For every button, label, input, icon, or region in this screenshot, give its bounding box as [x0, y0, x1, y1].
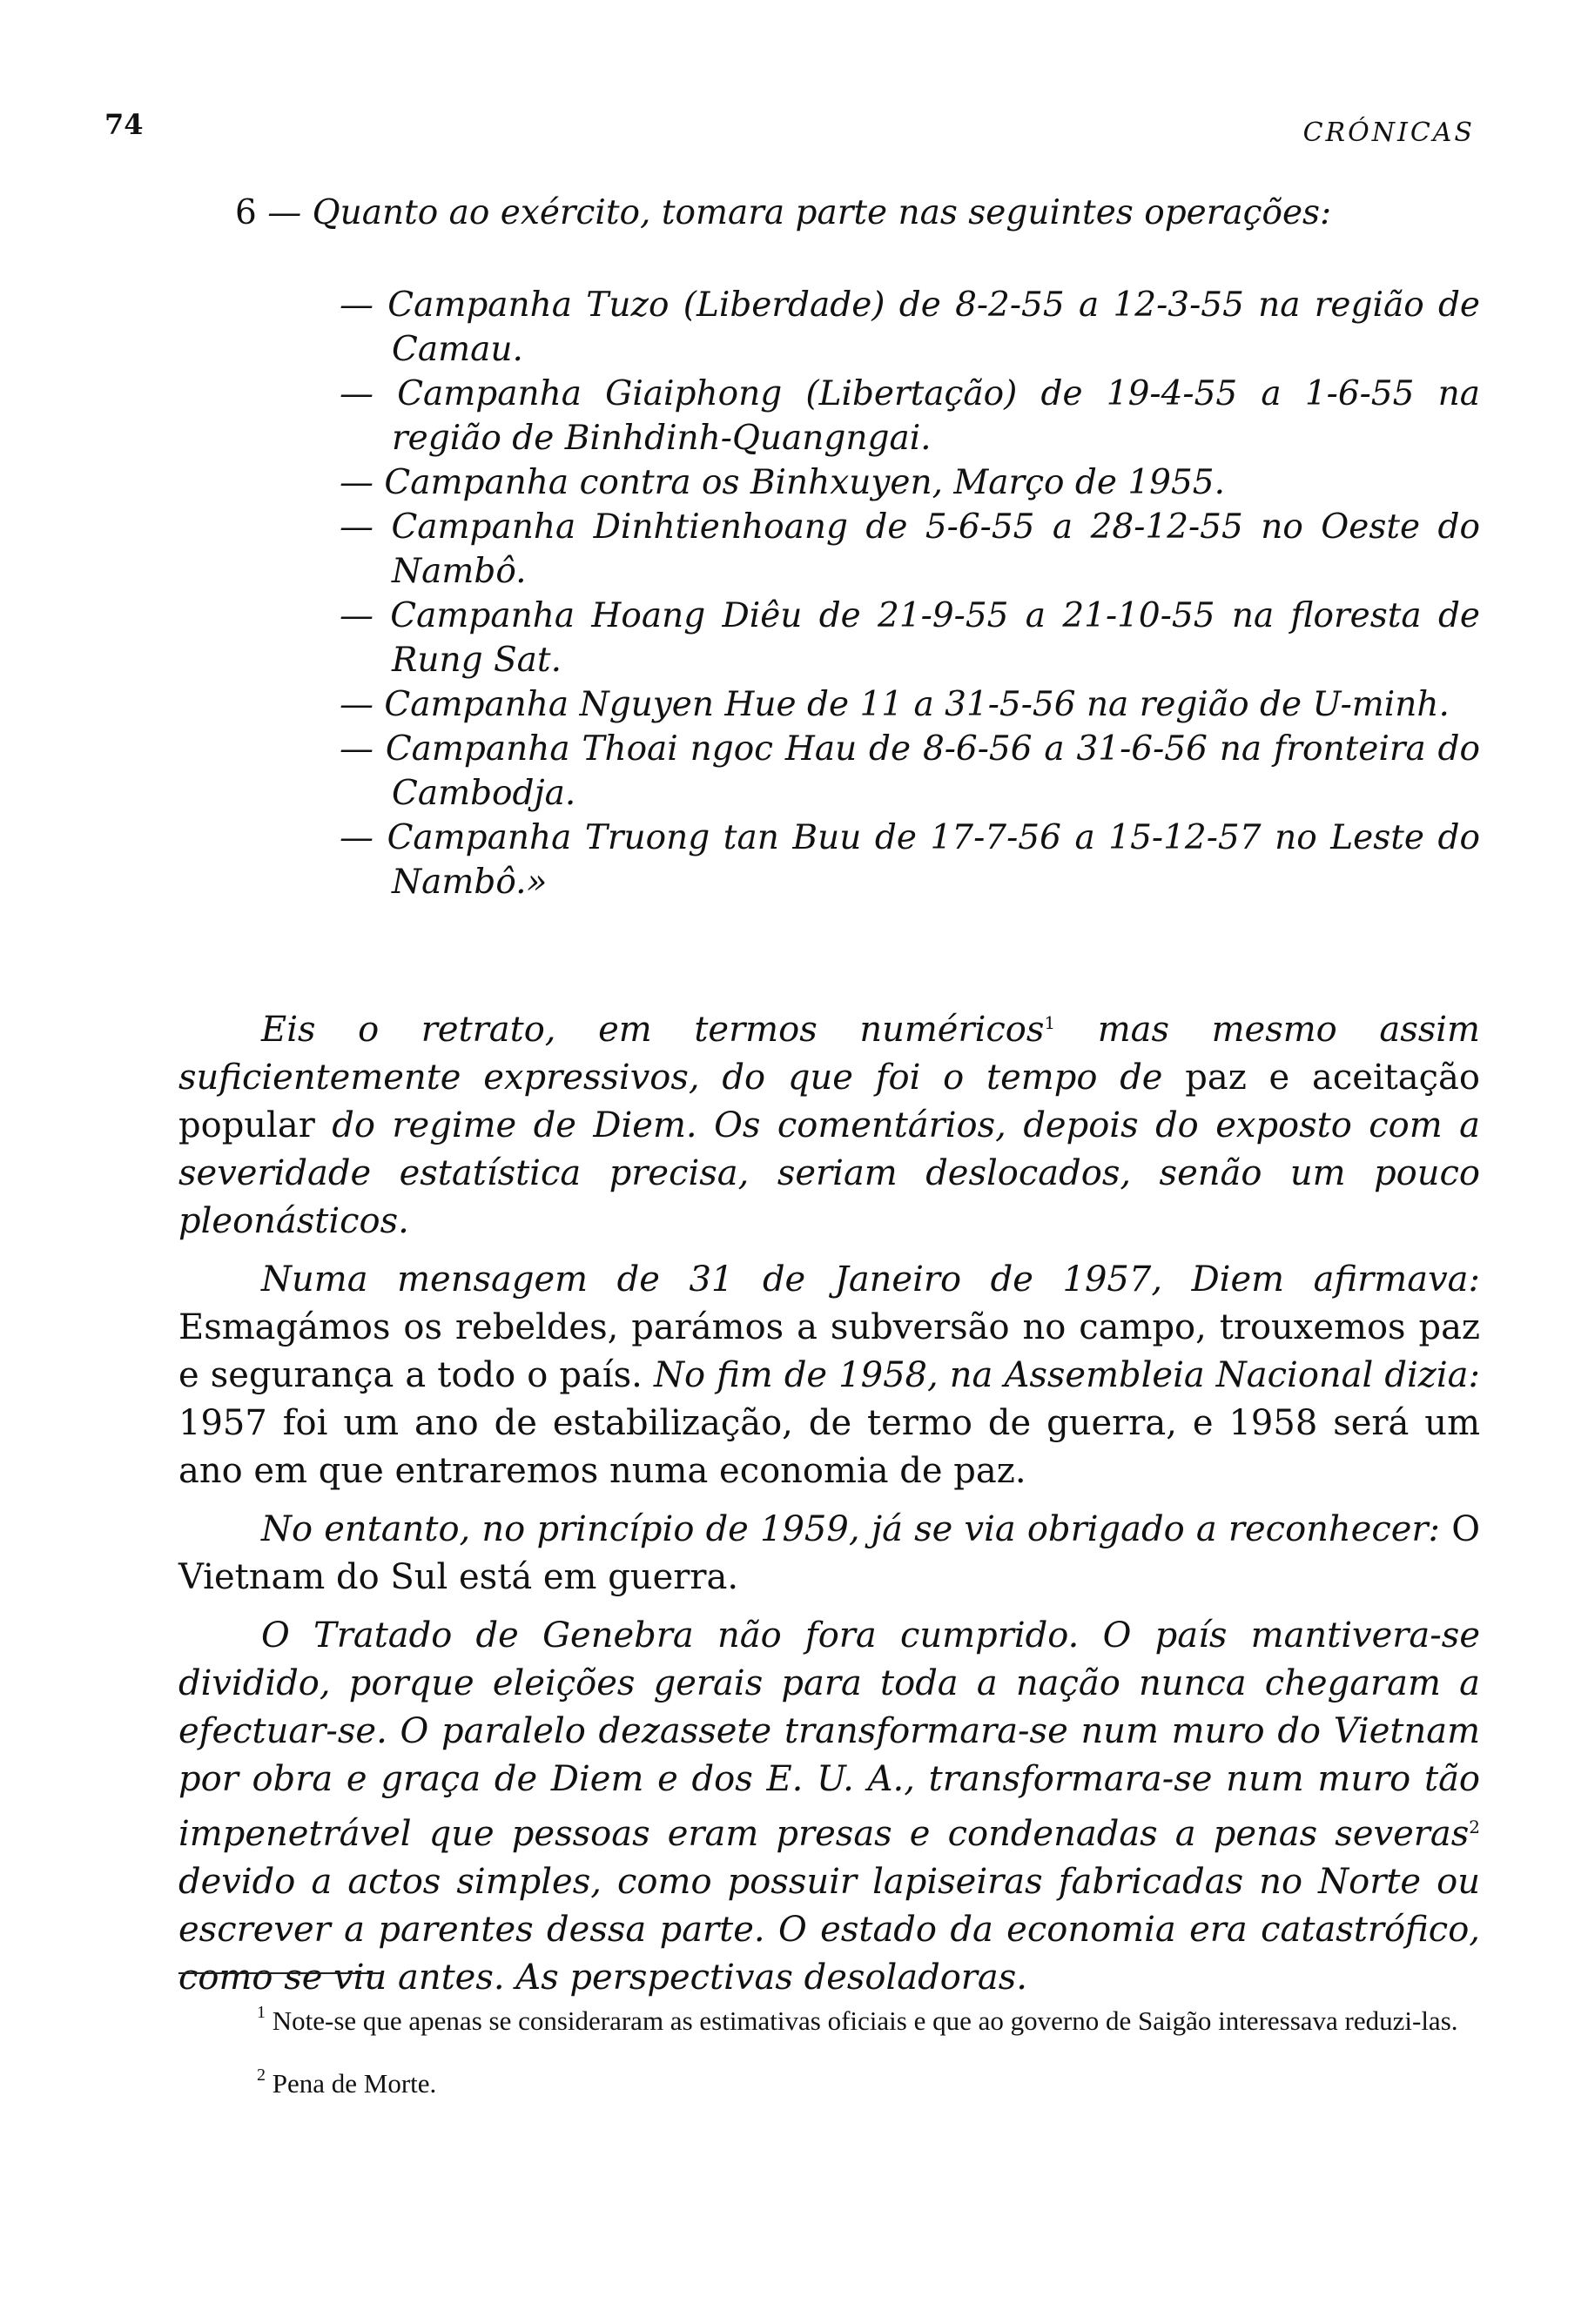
paragraph [178, 1256, 1480, 1495]
section-intro [235, 193, 1489, 232]
footnote-text: Note-se que apenas se consideraram as estimativas oficiais e que ao governo de Saigão interessava reduzi-las. [266, 2005, 1458, 2036]
footnote-ref: 1 [1044, 1012, 1056, 1033]
quote-text: 1957 foi um ano de estabilização, de termo de guerra, e 1958 será um ano em que entraremos numa economia de paz. [178, 1403, 1480, 1491]
paragraph [178, 1612, 1480, 2002]
operation-item: — Campanha Nguyen Hue de 11 a 31-5-56 na região de U-minh. [340, 685, 1450, 724]
footnotes [178, 1993, 1480, 2119]
paragraph-text: No entanto, no princípio de 1959, já se via obrigado a reconhecer: [261, 1509, 1441, 1549]
footnote [178, 2056, 1480, 2103]
paragraph-text: Eis o retrato, em termos numéricos [261, 1010, 1045, 1050]
quote-text: Esmagámos os rebeldes, parámos a subversão no campo, trouxemos paz e segurança a todo o país. [178, 1307, 1480, 1395]
paragraph-text: Numa mensagem de 31 de Janeiro de 1957, Diem afirmava: [261, 1259, 1480, 1300]
body-text [178, 999, 1480, 2012]
operations-list [340, 283, 1480, 904]
footnote-ref: 2 [1469, 1817, 1480, 1837]
section-intro-text: — Quanto ao exército, tomara parte nas seguintes operações: [256, 193, 1332, 232]
paragraph-text: O Tratado de Genebra não fora cumprido. O país mantivera-se dividido, porque eleições gerais para toda a nação nunca chegaram a efectuar-se. O paralelo dezassete transformara-se num muro do Vietnam por obra e graça de Diem e dos E. U. A., transformara-se num muro tão impenetrável que pessoas eram presas e condenadas a penas severas [178, 1615, 1480, 1854]
operation-item: — Campanha contra os Binhxuyen, Março de 1955. [340, 463, 1226, 502]
paragraph-text: No fim de 1958, na Assembleia Nacional dizia: [653, 1355, 1480, 1395]
footnote-mark: 1 [257, 2003, 266, 2022]
operation-item: — Campanha Dinhtienhoang de 5-6-55 a 28-12-55 no Oeste do Nambô. [340, 507, 1480, 591]
paragraph [178, 1506, 1480, 1602]
section-number: 6 [235, 193, 257, 232]
paragraph-text: devido a actos simples, como possuir lapiseiras fabricadas no Norte ou escrever a parentes dessa parte. O estado da economia era catastrófico, como se viu antes. As perspectivas desoladoras. [178, 1862, 1480, 1998]
operation-item: — Campanha Thoai ngoc Hau de 8-6-56 a 31-6-56 na fronteira do Cambodja. [340, 729, 1480, 813]
paragraph-text: paz e aceitação popular [178, 1058, 1480, 1145]
footnote [178, 1993, 1480, 2040]
operation-item: — Campanha Tuzo (Liberdade) de 8-2-55 a 12-3-55 na região de Camau. [340, 285, 1480, 369]
running-title: CRÓNICAS [1302, 118, 1475, 148]
page-number: 74 [104, 108, 144, 141]
paragraph-text: mas mesmo assim suficientemente expressivos, do que foi o tempo de [178, 1010, 1480, 1098]
operation-item: — Campanha Giaiphong (Libertação) de 19-4-55 a 1-6-55 na região de Binhdinh-Quangngai. [340, 374, 1480, 458]
operation-item: — Campanha Hoang Diêu de 21-9-55 a 21-10-55 na floresta de Rung Sat. [340, 596, 1480, 680]
footnote-text: Pena de Morte. [266, 2068, 437, 2099]
paragraph-text: do regime de Diem. Os comentários, depois do exposto com a severidade estatística precisa, seriam deslocados, senão um pouco pleonásticos. [178, 1105, 1480, 1241]
footnote-mark: 2 [257, 2065, 266, 2085]
operation-item: — Campanha Truong tan Buu de 17-7-56 a 15-12-57 no Leste do Nambô.» [340, 818, 1480, 902]
quote-text: O Vietnam do Sul está em guerra. [178, 1509, 1480, 1597]
footnote-divider [178, 1972, 383, 1974]
paragraph [178, 999, 1480, 1246]
